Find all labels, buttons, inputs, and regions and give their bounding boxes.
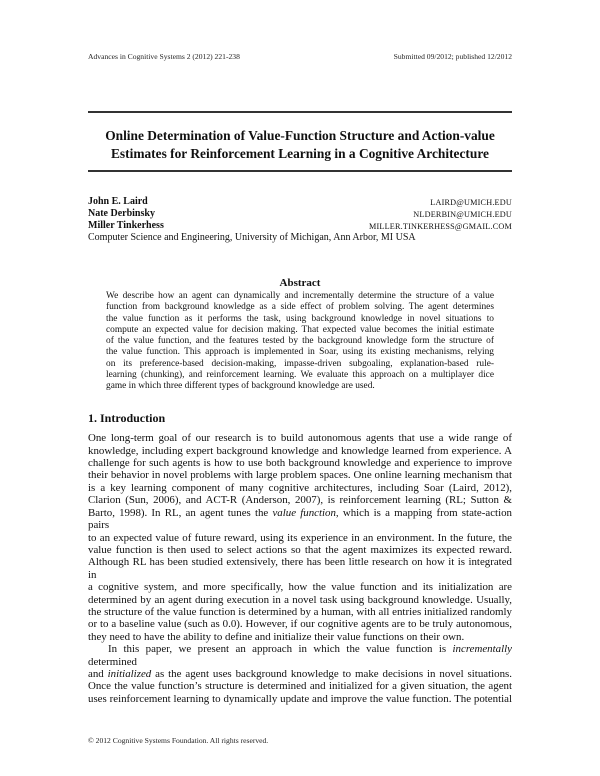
body-line [88,643,512,668]
author-email: NLDERBIN@UMICH.EDU [413,210,512,219]
title-line-2: Estimates for Reinforcement Learning in a Cognitive Architecture [111,146,489,161]
abstract-line: compute an expected value for decision making. That expected value becomes the initial estimate [106,324,494,335]
body-line [88,507,512,532]
body-line: Clarion (Sun, 2006), and ACT-R (Anderson, 2007), is reinforcement learning (RL; Sutton & [88,494,512,507]
body-line: their behavior in novel problems with large problem spaces. One online learning mechanism that [88,469,512,482]
body-line: knowledge, including expert background knowledge and knowledge learned from experience. A [88,444,512,457]
section-heading-introduction: 1. Introduction [88,411,166,426]
body-italic: incrementally [452,643,512,656]
main-flow [0,277,600,766]
abstract-line: the value function. This approach is implemented in Soar, using its existing mechanisms, relying [106,347,494,358]
abstract-heading: Abstract [279,277,321,289]
abstract-line: We describe how an agent can dynamically and incrementally determine the structure of a value [106,291,494,301]
body-line: they need to have the ability to define and initialize their value functions on their own. [88,630,465,643]
body-text: and [88,667,108,680]
affiliation: Computer Science and Engineering, University of Michigan, Ann Arbor, MI USA [88,232,416,243]
abstract-line: game in which three different types of background knowledge are used. [106,381,375,391]
body-line: the structure of the value function is determined by a human, with all entries initialized randomly [88,605,512,618]
abstract-line: learning (chunking), and reinforcement learning. We evaluate this approach on a multiplayer dice [106,369,494,380]
body-italic: value function, [272,506,339,519]
author-name: Miller Tinkerhess [88,220,164,231]
abstract-line: on its preference-based decision-making, impasse-driven subgoaling, explanation-based rule- [106,358,494,369]
body-line: Once the value function’s structure is determined and initialized for a given situation, the agent [88,680,512,693]
body-line: Although RL has been studied extensively, there has been little research on how it is integrated in [88,556,512,581]
body-text: which is a mapping from state-action pairs [88,506,512,532]
abstract-line: function from background knowledge as a side effect of problem solving. The agent determines [106,302,494,313]
body-italic: initialized [107,667,152,680]
body-line [88,668,512,680]
body-line: is a key learning component of many cognitive architectures, including Soar (Laird, 2012), [88,481,512,494]
body-line: value function is then used to select actions so that the agent maximizes its expected reward. [88,543,512,556]
body-text: as the agent uses background knowledge to make decisions in novel situations. [151,667,512,680]
title-rule-top [88,111,512,113]
body-line: One long-term goal of our research is to build autonomous agents that use a wide range of [88,432,512,445]
abstract-body [106,291,494,392]
introduction-body [88,432,512,705]
body-line: or to a baseline value (such as 0.0). However, if our cognitive agents are to be truly autonomous, [88,618,512,631]
body-line: determined by an agent during execution in a novel task using background knowledge. Usually, [88,593,512,606]
abstract-line: the value function as it performs the task, using background knowledge in novel situations to [106,313,494,324]
author-name: John E. Laird [88,196,148,207]
body-text: determined [88,655,137,668]
body-line: to an expected value of future reward, using its experience in an environment. In the future, the [88,531,512,544]
journal-citation: Advances in Cognitive Systems 2 (2012) 221-238 [88,52,240,61]
body-text: In this paper, we present an approach in which the value function is [108,643,453,656]
title-line-1: Online Determination of Value-Function Structure and Action-value [105,128,495,143]
paper-title [88,127,512,163]
body-line: a cognitive system, and more specifically, how the value function and its initialization are [88,581,512,594]
submission-dates: Submitted 09/2012; published 12/2012 [393,52,512,61]
title-rule-bottom [88,170,512,172]
author-email: LAIRD@UMICH.EDU [430,198,512,207]
copyright-footer: © 2012 Cognitive Systems Foundation. All rights reserved. [88,736,269,746]
author-name: Nate Derbinsky [88,208,155,219]
body-text: Barto, 1998). In RL, an agent tunes the [88,506,273,519]
abstract-line: of the value function, and the features tested by the background knowledge form the structure of [106,336,494,346]
body-line: uses reinforcement learning to dynamically update and improve the value function. The potential [88,692,512,705]
body-line: challenge for such agents is how to use both background knowledge and experience to improve [88,457,512,470]
author-email: MILLER.TINKERHESS@GMAIL.COM [368,222,512,231]
